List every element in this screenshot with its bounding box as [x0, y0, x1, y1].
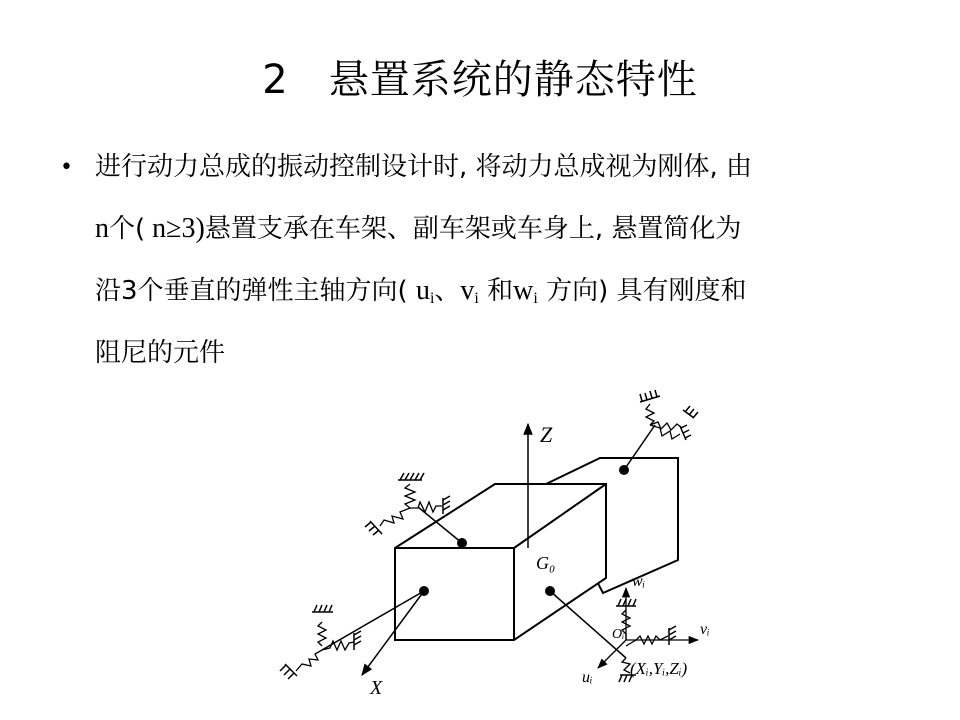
v-symbol: v	[460, 275, 475, 306]
n-condition: n≥3)	[145, 213, 205, 244]
section-number: 2	[262, 57, 289, 103]
z-axis-label: Z	[540, 422, 553, 447]
center-of-gravity-label: G₀	[536, 553, 556, 573]
and-word: 和	[487, 276, 514, 306]
bullet-line-2-text-a: 个(	[109, 214, 146, 244]
u-subscript: i	[429, 290, 435, 307]
bullet-line-3-text-a: 沿3个垂直的弹性主轴方向(	[95, 276, 408, 306]
mount-coordinates-label: (Xᵢ,Yᵢ,Zᵢ)	[630, 659, 688, 678]
w-symbol: w	[513, 275, 534, 306]
separator: 、	[434, 276, 461, 306]
v-subscript: i	[474, 290, 479, 307]
x-axis-label: X	[370, 677, 383, 699]
bullet-line-1: 进行动力总成的振动控制设计时, 将动力总成视为刚体, 由	[95, 152, 753, 182]
n-symbol: n	[95, 213, 109, 244]
w-subscript: i	[533, 290, 538, 307]
rigid-body-block	[395, 458, 678, 640]
v-axis-label: vᵢ	[700, 621, 710, 638]
title-text: 悬置系统的静态特性	[328, 57, 698, 103]
w-axis-label: wᵢ	[632, 573, 646, 590]
bullet-line-4: 阻尼的元件	[95, 338, 226, 368]
bullet-line-3-text-b: 方向) 具有刚度和	[546, 276, 747, 306]
bullet-line-2-text-b: 悬置支承在车架、副车架或车身上, 悬置简化为	[204, 214, 742, 244]
u-axis-label: uᵢ	[582, 669, 593, 686]
local-origin-label: Oᵢ	[612, 627, 625, 642]
bullet-marker: •	[60, 155, 73, 180]
u-symbol: u	[415, 275, 430, 306]
